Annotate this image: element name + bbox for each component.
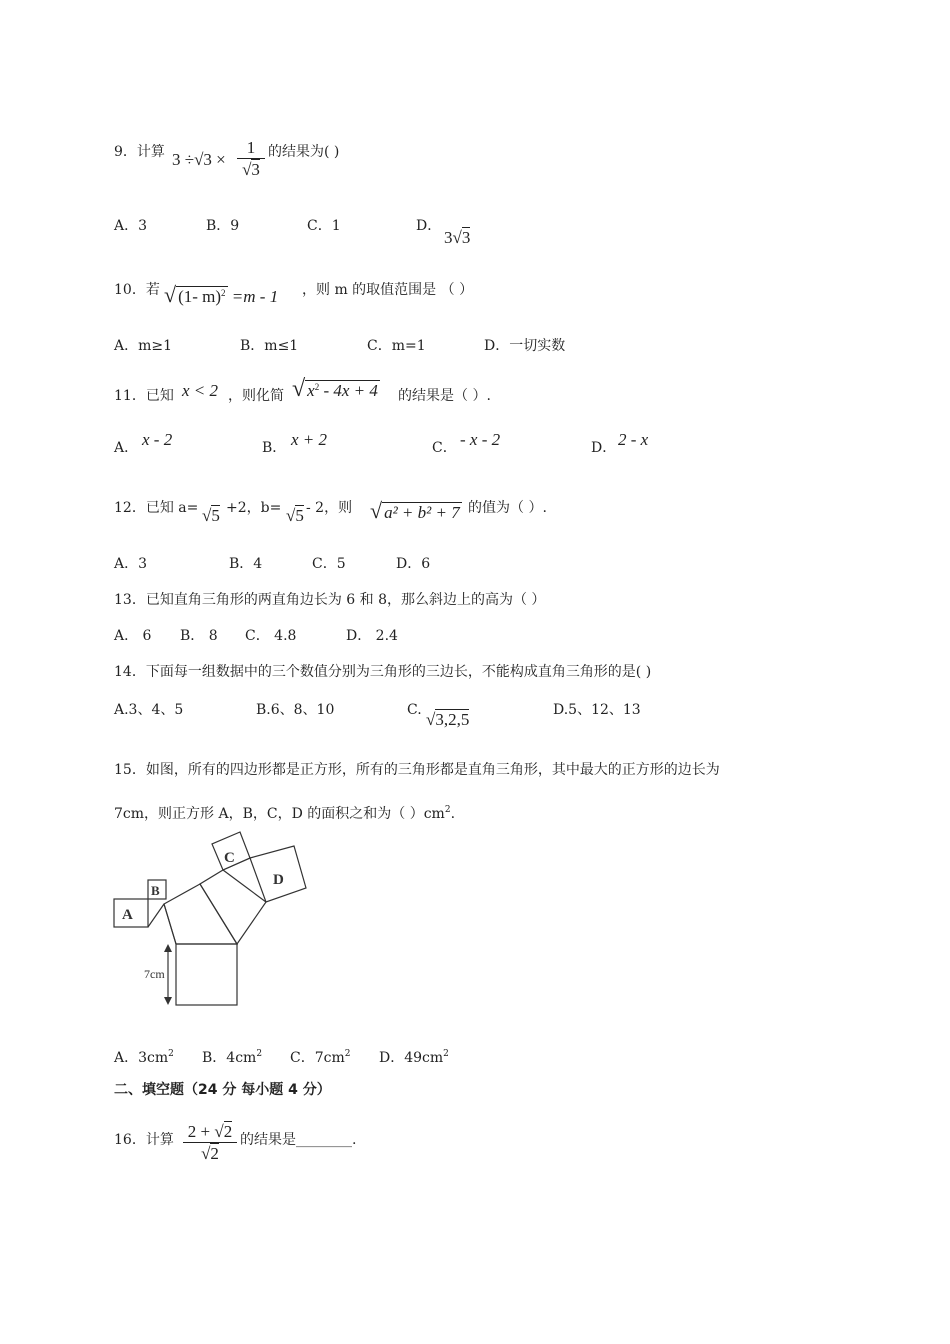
q11-rad-exp: 2: [314, 382, 320, 392]
q14-option-c: C.: [407, 702, 422, 718]
q15-line2-text: 7cm，则正方形 A，B，C，D 的面积之和为（ ）cm: [114, 806, 445, 822]
q11-option-b-expr: x + 2: [291, 430, 328, 449]
figure-right-square: [200, 870, 266, 944]
figure-label-d: D: [273, 872, 284, 888]
q9-option-a: A．3: [114, 218, 148, 234]
q15-option-b: [202, 1044, 262, 1068]
q10-option-c: C．m=1: [367, 338, 426, 354]
q14-option-c-expr: √3,2,5: [426, 710, 470, 729]
q12-b-rad: 5: [295, 506, 304, 525]
q12-suffix: 的值为（ ）.: [468, 500, 547, 516]
q9-frac-den: √3: [242, 160, 260, 179]
q12-option-d: D．6: [396, 556, 431, 572]
figure-measure-label: 7cm: [144, 967, 165, 981]
q10-rad-exp: 2: [221, 288, 226, 298]
q12-option-c: C．5: [312, 556, 346, 572]
q11-option-d-expr: 2 - x: [618, 430, 649, 449]
q11-option-a: A．: [114, 440, 139, 456]
q16-prefix: 16．计算: [114, 1132, 174, 1148]
q16-suffix: 的结果是________.: [240, 1132, 357, 1148]
q14-option-d: D.5、12、13: [553, 702, 641, 718]
q16-fraction: [182, 1122, 238, 1165]
figure-label-a: A: [122, 907, 133, 923]
q12-b-tail: - 2，则: [306, 500, 353, 516]
q15-line1: 15．如图，所有的四边形都是正方形，所有的三角形都是直角三角形，其中最大的正方形的边长为: [114, 762, 720, 778]
q10-option-b: B．m≤1: [240, 338, 299, 354]
q9-option-d-rad: 3: [461, 228, 471, 247]
q14-option-c-values: 3,2,5: [435, 710, 470, 729]
q15-option-d: [379, 1044, 449, 1068]
q12-prefix: 12．已知 a=: [114, 500, 199, 516]
q12-main-radical: √ a² + b² + 7: [370, 498, 460, 523]
q12-rad-inner: a² + b² + 7: [384, 503, 460, 522]
q15-option-a: [114, 1044, 174, 1068]
q9-expr-text: 3 ÷√3 ×: [172, 150, 226, 169]
q15-option-c-text: C．7cm: [290, 1050, 345, 1066]
q10-rad-inner: (1- m): [178, 287, 222, 306]
q16-frac-num: 2 + √2: [187, 1122, 233, 1141]
q11-condition: x < 2: [182, 381, 219, 400]
q10-option-d: D．一切实数: [484, 338, 566, 354]
q12-option-b: B．4: [229, 556, 263, 572]
q9-suffix: 的结果为( ): [268, 144, 340, 160]
q11-rad-x: x: [307, 381, 315, 400]
q11-option-c: C．: [432, 440, 457, 456]
q14-option-a: A.3、4、5: [114, 702, 184, 718]
q13-option-b: B． 8: [180, 628, 218, 644]
q9-frac-den-rad: 3: [251, 160, 260, 179]
q13-text: 13．已知直角三角形的两直角边长为 6 和 8，那么斜边上的高为（ ）: [114, 592, 546, 608]
q9-option-d: D．: [416, 218, 442, 234]
q15-option-d-text: D．49cm: [379, 1050, 444, 1066]
q15-option-b-sup: 2: [256, 1049, 263, 1059]
figure-big-square: [176, 944, 237, 1005]
q11-radical: √ $x^2 - 4x + 4$: [292, 376, 378, 402]
q11-rad-rest: - 4x + 4: [319, 381, 378, 400]
q9-option-b: B．9: [206, 218, 240, 234]
q9-option-d-coef: 3: [444, 228, 453, 247]
q11-mid: ，则化简: [228, 388, 284, 404]
q9-expression: [172, 150, 226, 170]
q12-option-a: A．3: [114, 556, 148, 572]
q11-option-c-expr: - x - 2: [460, 430, 501, 449]
q11-option-b: B．: [262, 440, 287, 456]
q15-figure: [110, 828, 320, 1008]
q15-line2-sup: 2: [444, 805, 451, 815]
q10-rhs: =m - 1: [231, 287, 279, 306]
figure-left-square: [164, 884, 237, 944]
q11-prefix: 11．已知: [114, 388, 174, 404]
q14-option-b: B.6、8、10: [256, 702, 335, 718]
q9-prefix: 9．计算: [114, 144, 165, 160]
figure-line-b-big: [164, 904, 176, 944]
q11-option-d: D．: [591, 440, 617, 456]
q15-option-a-text: A．3cm: [114, 1050, 169, 1066]
q13-option-d: D． 2.4: [346, 628, 398, 644]
q13-option-c: C． 4.8: [245, 628, 297, 644]
q9-option-c: C．1: [307, 218, 341, 234]
figure-label-b: B: [151, 883, 160, 898]
q15-line2: [114, 800, 455, 824]
q15-option-d-sup: 2: [443, 1049, 449, 1059]
q11-suffix: 的结果是（ ）.: [398, 388, 491, 404]
q15-option-c: [290, 1044, 350, 1068]
q12-b-radical: √5: [286, 506, 304, 525]
section2-title: 二、填空题（24 分 每小题 4 分）: [114, 1082, 331, 1098]
q16-frac-den-rad: 2: [210, 1144, 219, 1163]
q10-option-a: A．m≥1: [114, 338, 173, 354]
q10-prefix: 10．若: [114, 282, 160, 298]
q9-frac-num: 1: [246, 138, 256, 157]
q10-suffix: ，则 m 的取值范围是 （ ）: [302, 282, 474, 298]
q10-expression: √ (1- m)$^2$ =m - 1: [164, 282, 279, 307]
q15-option-b-text: B．4cm: [202, 1050, 257, 1066]
q9-option-d-expr: 3√3: [444, 228, 471, 247]
figure-line-ab: [148, 904, 164, 927]
q14-text: 14．下面每一组数据中的三个数值分别为三角形的三边长，不能构成直角三角形的是( ): [114, 664, 652, 680]
q12-a-rad: 5: [211, 506, 220, 525]
q9-fraction: [236, 138, 266, 181]
q11-option-a-expr: x - 2: [142, 430, 173, 449]
figure-arrow-down: [164, 997, 172, 1005]
q15-option-a-sup: 2: [168, 1049, 174, 1059]
figure-label-c: C: [224, 850, 235, 866]
q12-a-tail: +2，b=: [226, 500, 282, 516]
q15-option-c-sup: 2: [344, 1049, 351, 1059]
q16-frac-den: √2: [201, 1144, 219, 1163]
figure-arrow-up: [164, 944, 172, 952]
q15-line2-end: .: [450, 806, 456, 822]
q13-option-a: A． 6: [114, 628, 152, 644]
q12-a-radical: √5: [202, 506, 220, 525]
